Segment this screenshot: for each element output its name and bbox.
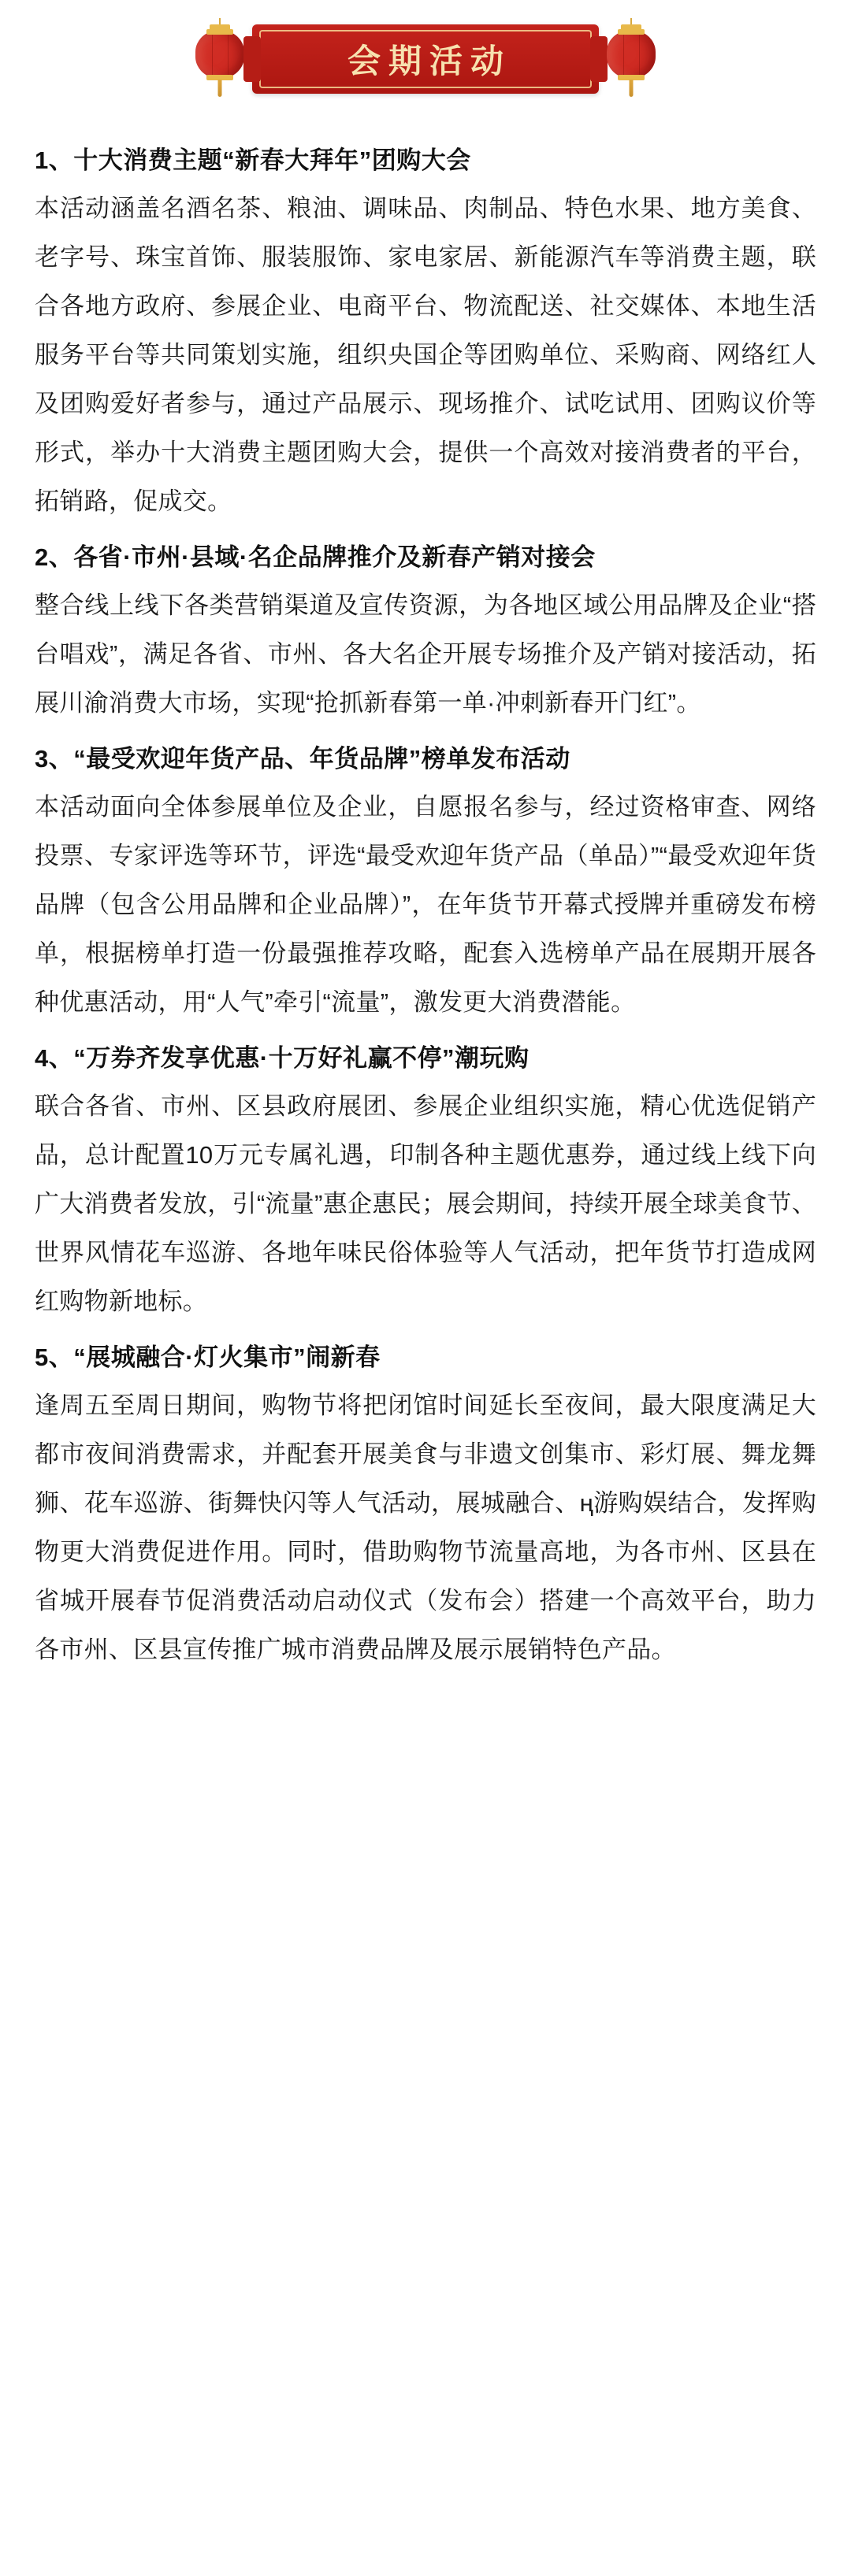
lantern-icon	[602, 18, 660, 100]
lantern-icon	[191, 18, 249, 100]
section-body: 逢周五至周日期间，购物节将把闭馆时间延长至夜间，最大限度满足大都市夜间消费需求，并配套开展美食与非遗文创集市、彩灯展、舞龙舞狮、花车巡游、街舞快闪等人气活动，展城融合、ң游购娱结合，发挥购物更大消费促进作用。同时，借助购物节流量高地，为各市州、区县在省城开展春节促消费活动启动仪式（发布会）搭建一个高效平台，助力各市州、区县宣传推广城市消费品牌及展示展销特色产品。	[35, 1392, 816, 1663]
section-3	[35, 736, 816, 1027]
section-body: 联合各省、市州、区县政府展团、参展企业组织实施，精心优选促销产品，总计配置10万元专属礼遇，印制各种主题优惠券，通过线上线下向广大消费者发放，引“流量”惠企惠民；展会期间，持续开展全球美食节、世界风情花车巡游、各地年味民俗体验等人气活动，把年货节打造成网红购物新地标。	[35, 1092, 816, 1315]
section-1	[35, 137, 816, 526]
plaque-end-left-icon	[243, 36, 261, 82]
section-body: 本活动面向全体参展单位及企业，自愿报名参与，经过资格审查、网络投票、专家评选等环节，评选“最受欢迎年货产品（单品）”“最受欢迎年货品牌（包含公用品牌和企业品牌）”，在年货节开幕式授牌并重磅发布榜单，根据榜单打造一份最强推荐攻略，配套入选榜单产品在展期开展各种优惠活动，用“人气”牵引“流量”，激发更大消费潜能。	[35, 793, 816, 1016]
section-2	[35, 534, 816, 728]
section-title: 4、“万券齐发享优惠·十万好礼赢不停”潮玩购	[35, 1044, 530, 1072]
event-banner	[0, 0, 851, 118]
banner-plaque	[252, 24, 599, 94]
section-4	[35, 1035, 816, 1326]
section-title: 1、十大消费主题“新春大拜年”团购大会	[35, 146, 471, 174]
article-content	[0, 118, 851, 1674]
section-title: 5、“展城融合·灯火集市”闹新春	[35, 1344, 381, 1371]
section-body: 本活动涵盖名酒名茶、粮油、调味品、肉制品、特色水果、地方美食、老字号、珠宝首饰、服装服饰、家电家居、新能源汽车等消费主题，联合各地方政府、参展企业、电商平台、物流配送、社交媒体、本地生活服务平台等共同策划实施，组织央国企等团购单位、采购商、网络红人及团购爱好者参与，通过产品展示、现场推介、试吃试用、团购议价等形式，举办十大消费主题团购大会，提供一个高效对接消费者的平台，拓销路，促成交。	[35, 195, 816, 515]
page-title: 会期活动	[347, 43, 511, 80]
section-5	[35, 1334, 816, 1674]
section-title: 3、“最受欢迎年货产品、年货品牌”榜单发布活动	[35, 745, 570, 773]
section-title: 2、各省·市州·县域·名企品牌推介及新春产销对接会	[35, 543, 596, 571]
section-body: 整合线上线下各类营销渠道及宣传资源，为各地区域公用品牌及企业“搭台唱戏”，满足各省、市州、各大名企开展专场推介及产销对接活动，拓展川渝消费大市场，实现“抢抓新春第一单·冲刺新春开门红”。	[35, 591, 816, 717]
